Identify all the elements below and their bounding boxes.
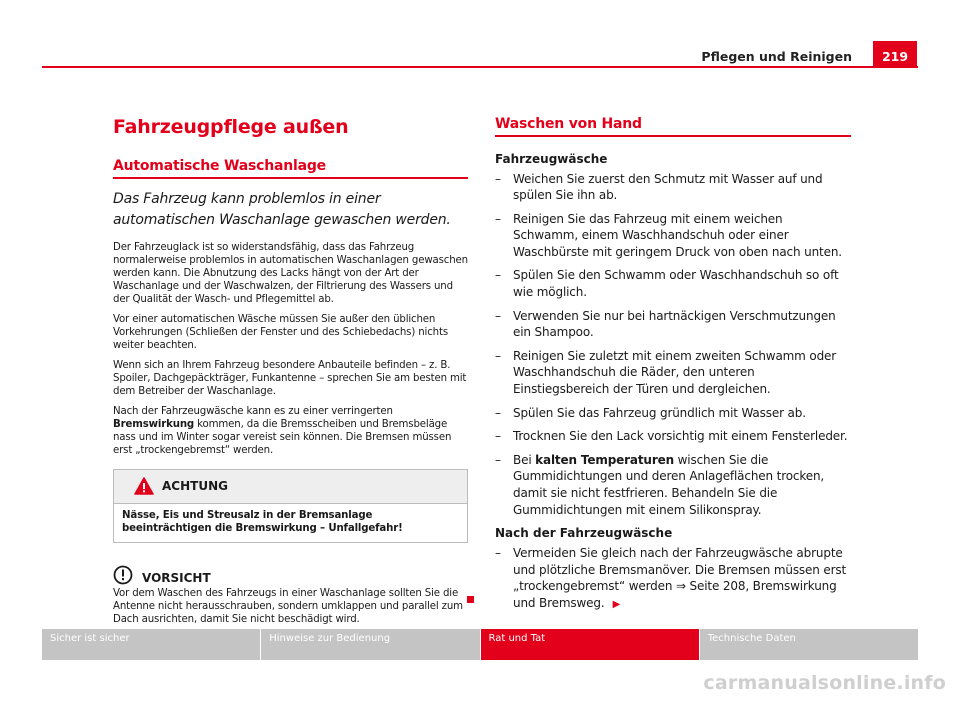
list-item-text: Spülen Sie den Schwamm oder Waschhandschuh so oft wie möglich. (513, 268, 839, 300)
list-item-text: Trocknen Sie den Lack vorsichtig mit einem Fensterleder. (513, 429, 848, 444)
bold-term: kalten Temperaturen (535, 452, 674, 467)
intro-text: Das Fahrzeug kann problemlos in einer automatischen Waschanlage gewaschen werden. (113, 190, 451, 228)
list-item (495, 171, 851, 204)
continue-arrow-icon: ▶ (612, 598, 621, 610)
list-item (495, 348, 851, 398)
warning-title: ACHTUNG (162, 479, 228, 493)
dash-marker: – (495, 546, 501, 561)
list-item (495, 545, 851, 613)
page-number: 219 (873, 41, 917, 67)
subsection-rule (113, 177, 468, 179)
right-column (495, 116, 851, 621)
watermark: carmanualsonline.info (703, 672, 946, 694)
warning-box (113, 469, 468, 543)
list-item (495, 405, 851, 422)
list-item-text: Verwenden Sie nur bei hartnäckigen Verschmutzungen ein Shampoo. (513, 308, 836, 340)
paragraph: Vor einer automatischen Wäsche müssen Sie außer den üblichen Vorkehrungen (Schließen der Fenster und des Schiebedachs) nichts weiter beachten. (113, 313, 448, 351)
caution-title: VORSICHT (142, 570, 211, 585)
list-item (495, 308, 851, 341)
paragraph-text: Nach der Fahrzeugwäsche kann es zu einer verringerten (113, 405, 393, 417)
list-item (495, 211, 851, 261)
dash-marker: – (495, 308, 501, 323)
dash-marker: – (495, 348, 501, 363)
dash-marker: – (495, 268, 501, 283)
list-item-text: Bei (513, 452, 536, 467)
paragraph-text: kommen, da die Bremsscheiben und Bremsbeläge nass und im Winter sogar vereist sein können. Die Bremsen müssen erst „trockengebremst“ werden. (113, 418, 452, 456)
paragraph: Der Fahrzeuglack ist so widerstandsfähig, dass das Fahrzeug normalerweise problemlos in automatischen Waschanlagen gewaschen werden kann. Die Abnutzung des Lacks hängt von der Art der Waschanlage und der Waschwalzen, der Filtrierung des Wassers und der Qualität der Wasch- und Pflegemittel ab. (113, 241, 468, 305)
caution-header (113, 563, 468, 585)
exclamation-circle-icon (113, 565, 133, 585)
list-item-text: Weichen Sie zuerst den Schmutz mit Wasser auf und spülen Sie ihn ab. (513, 171, 823, 203)
instruction-list-after (495, 545, 851, 613)
section-heading: Fahrzeugpflege außen (113, 116, 349, 138)
subheading-after-wash: Nach der Fahrzeugwäsche (495, 526, 673, 541)
tab-technische-daten[interactable]: Technische Daten (700, 629, 918, 660)
list-item-text: Reinigen Sie das Fahrzeug mit einem weichen Schwamm, einem Waschhandschuh oder einer Waschbürste mit geringem Druck von oben nach unten. (513, 211, 842, 259)
dash-marker: – (495, 211, 501, 226)
left-column (113, 116, 468, 626)
dash-marker: – (495, 429, 501, 444)
warning-triangle-icon (134, 477, 154, 495)
list-item (495, 452, 851, 518)
tab-rat-und-tat[interactable]: Rat und Tat (481, 629, 699, 660)
list-item-text: Spülen Sie das Fahrzeug gründlich mit Wasser ab. (513, 405, 806, 420)
subsection-heading: Waschen von Hand (495, 116, 642, 132)
page-header-title: Pflegen und Reinigen (701, 49, 852, 64)
dash-marker: – (495, 452, 501, 467)
header-rule (42, 66, 918, 68)
warning-header (114, 470, 467, 504)
list-item-text: Vermeiden Sie gleich nach der Fahrzeugwäsche abrupte und plötzliche Bremsmanöver. Die Bremsen müssen erst „trockengebremst“ werden ⇒ Seite 208, Bremswirkung und Bremsweg. (513, 546, 847, 610)
bold-term: Bremswirkung (113, 418, 195, 430)
subsection-rule (495, 135, 851, 137)
tab-sicher-ist-sicher[interactable]: Sicher ist sicher (42, 629, 260, 660)
list-item (495, 267, 851, 300)
subheading-car-wash: Fahrzeugwäsche (495, 151, 608, 166)
caution-text: Vor dem Waschen des Fahrzeugs in einer Waschanlage sollten Sie die Antenne nicht herausschrauben, sondern umklappen und parallel zum Dach ausrichten, damit Sie nicht beschädigt wird. (113, 587, 463, 625)
tab-hinweise-zur-bedienung[interactable]: Hinweise zur Bedienung (261, 629, 479, 660)
paragraph: Wenn sich an Ihrem Fahrzeug besondere Anbauteile befinden – z. B. Spoiler, Dachgepäckträger, Funkantenne – sprechen Sie am besten mit dem Betreiber der Waschanlage. (113, 359, 467, 397)
list-item (495, 428, 851, 445)
paragraph-brake-effect (113, 405, 468, 457)
list-item-text: wischen Sie die Gummidichtungen und deren Anlageflächen trocken, damit sie nicht festfrieren. Behandeln Sie die Gummidichtungen mit einem Silikonspray. (513, 452, 825, 517)
subsection-heading: Automatische Waschanlage (113, 158, 326, 174)
dash-marker: – (495, 405, 501, 420)
chapter-tabs (42, 629, 918, 660)
instruction-list (495, 171, 851, 519)
list-item-text: Reinigen Sie zuletzt mit einem zweiten Schwamm oder Waschhandschuh die Räder, den unteren Einstiegsbereich der Türen und dergleichen. (513, 348, 837, 397)
dash-marker: – (495, 171, 501, 186)
caution-note (113, 563, 468, 626)
section-end-marker (467, 596, 474, 603)
warning-text: Nässe, Eis und Streusalz in der Bremsanlage beeinträchtigen die Bremswirkung – Unfallgefahr! (122, 509, 403, 534)
